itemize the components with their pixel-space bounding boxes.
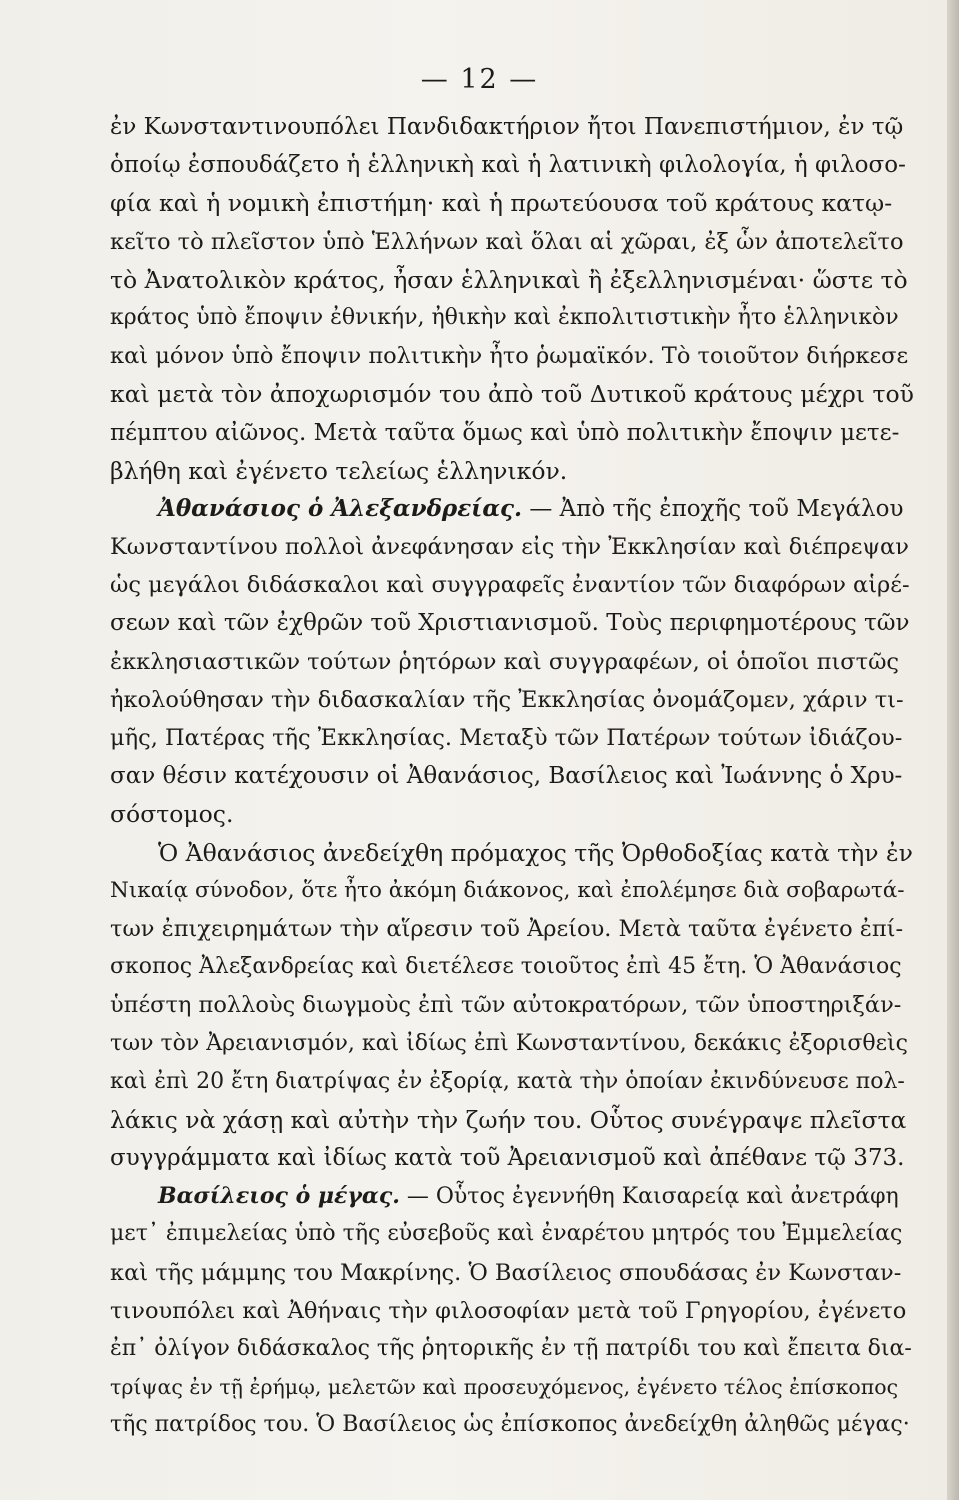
text-line bbox=[110, 757, 915, 795]
text-line bbox=[110, 681, 915, 719]
line-text: σεων καὶ τῶν ἐχθρῶν τοῦ Χριστιανισμοῦ. Τοὺς περιφημοτέρους τῶν bbox=[110, 610, 910, 637]
line-text: βλήθη καὶ ἐγένετο τελείως ἑλληνικόν. bbox=[110, 456, 568, 485]
text-line bbox=[110, 643, 915, 681]
text-line bbox=[110, 184, 915, 222]
text-line bbox=[110, 1025, 915, 1063]
line-text: ἐν Κωνσταντινουπόλει Πανδιδακτήριον ἤτοι Πανεπιστήμιον, ἐν τῷ bbox=[110, 114, 904, 140]
line-text: φία καὶ ἡ νομικὴ ἐπιστήμη· καὶ ἡ πρωτεύουσα τοῦ κράτους κατῳ- bbox=[110, 189, 893, 218]
line-text: των τὸν Ἀρειανισμόν, καὶ ἰδίως ἐπὶ Κωνσταντίνου, δεκάκις ἐξορισθεὶς bbox=[110, 1030, 908, 1056]
line-text: ἐπ᾽ ὀλίγον διδάσκαλος τῆς ῥητορικῆς ἐν τῇ πατρίδι του καὶ ἔπειτα δια- bbox=[110, 1336, 912, 1361]
line-text: — Ἀπὸ τῆς ἐποχῆς τοῦ Μεγάλου bbox=[522, 495, 904, 522]
line-text: τινουπόλει καὶ Ἀθήναις τὴν φιλοσοφίαν μετὰ τοῦ Γρηγορίου, ἐγένετο bbox=[110, 1297, 907, 1324]
page-number: — 12 — bbox=[420, 64, 539, 95]
text-line bbox=[110, 261, 915, 299]
text-line bbox=[110, 795, 915, 833]
page-edge bbox=[947, 0, 959, 1500]
line-text: τῆς πατρίδος του. Ὁ Βασίλειος ὡς ἐπίσκοπος ἀνεδείχθη ἀληθῶς μέγας· bbox=[110, 1412, 910, 1438]
text-line bbox=[110, 299, 915, 337]
line-text: κεῖτο τὸ πλεῖστον ὑπὸ Ἑλλήνων καὶ ὅλαι αἱ χῶραι, ἐξ ὧν ἀποτελεῖτο bbox=[110, 228, 904, 255]
text-line bbox=[110, 528, 915, 566]
text-line bbox=[110, 223, 915, 261]
text-line bbox=[110, 337, 915, 375]
line-text: συγγράμματα καὶ ἰδίως κατὰ τοῦ Ἀρειανισμοῦ καὶ ἀπέθανε τῷ 373. bbox=[110, 1145, 905, 1172]
line-text: των ἐπιχειρημάτων τὴν αἵρεσιν τοῦ Ἀρείου. Μετὰ ταῦτα ἐγένετο ἐπί- bbox=[110, 915, 904, 942]
line-text: ὑπέστη πολλοὺς διωγμοὺς ἐπὶ τῶν αὐτοκρατόρων, τῶν ὑποστηριξάν- bbox=[110, 992, 902, 1019]
line-text: σκοπος Ἀλεξανδρείας καὶ διετέλεσε τοιοῦτος ἐπὶ 45 ἔτη. Ὁ Ἀθανάσιος bbox=[110, 954, 902, 980]
text-line bbox=[110, 1215, 915, 1253]
line-text: ἠκολούθησαν τὴν διδασκαλίαν τῆς Ἐκκλησίας ὀνομάζομεν, χάριν τι- bbox=[110, 686, 904, 713]
line-text: τὸ Ἀνατολικὸν κράτος, ἦσαν ἑλληνικαὶ ἢ ἐξελληνισμέναι· ὥστε τὸ bbox=[110, 265, 908, 294]
text-line bbox=[110, 948, 915, 986]
body-text bbox=[110, 108, 915, 1445]
text-line bbox=[110, 1292, 915, 1330]
line-text: ὡς μεγάλοι διδάσκαλοι καὶ συγγραφεῖς ἐναντίον τῶν διαφόρων αἱρέ- bbox=[110, 572, 910, 599]
line-text: καὶ μόνον ὑπὸ ἔποψιν πολιτικὴν ἦτο ῥωμαϊκόν. Τὸ τοιοῦτον διήρκεσε bbox=[110, 343, 909, 370]
line-text: σόστομος. bbox=[110, 800, 234, 829]
text-line bbox=[110, 604, 915, 642]
text-line bbox=[110, 719, 915, 757]
line-text: — Οὗτος ἐγεννήθη Καισαρείᾳ καὶ ἀνετράφη bbox=[399, 1184, 899, 1210]
text-line bbox=[110, 1406, 915, 1444]
text-line bbox=[110, 146, 915, 184]
text-line bbox=[110, 1177, 915, 1215]
line-text: καὶ μετὰ τὸν ἀποχωρισμόν του ἀπὸ τοῦ Δυτικοῦ κράτους μέχρι τοῦ bbox=[110, 380, 914, 409]
line-text: Ὁ Ἀθανάσιος ἀνεδείχθη πρόμαχος τῆς Ὀρθοδοξίας κατὰ τὴν ἐν bbox=[158, 838, 913, 867]
text-line bbox=[110, 1330, 915, 1368]
line-text: καὶ ἐπὶ 20 ἔτη διατρίψας ἐν ἐξορίᾳ, κατὰ τὴν ὁποίαν ἐκινδύνευσε πολ- bbox=[110, 1068, 905, 1094]
text-line bbox=[110, 375, 915, 413]
text-line bbox=[110, 834, 915, 872]
text-line bbox=[110, 108, 915, 146]
text-line bbox=[110, 910, 915, 948]
line-text: πέμπτου αἰῶνος. Μετὰ ταῦτα ὅμως καὶ ὑπὸ πολιτικὴν ἔποψιν μετε- bbox=[110, 419, 900, 446]
text-line bbox=[110, 986, 915, 1024]
text-line bbox=[110, 1139, 915, 1177]
line-text: ἐκκλησιαστικῶν τούτων ῥητόρων καὶ συγγραφέων, οἱ ὁποῖοι πιστῶς bbox=[110, 648, 900, 675]
line-text: Νικαίᾳ σύνοδον, ὅτε ἦτο ἀκόμη διάκονος, καὶ ἐπολέμησε διὰ σοβαρωτά- bbox=[110, 877, 905, 903]
section-heading: Ἀθανάσιος ὁ Ἀλεξανδρείας. bbox=[158, 494, 523, 522]
text-line bbox=[110, 414, 915, 452]
line-text: λάκις νὰ χάσῃ καὶ αὐτὴν τὴν ζωήν του. Οὗτος συνέγραψε πλεῖστα bbox=[110, 1105, 907, 1134]
line-text: Κωνσταντίνου πολλοὶ ἀνεφάνησαν εἰς τὴν Ἐκκλησίαν καὶ διέπρεψαν bbox=[110, 534, 909, 561]
text-line bbox=[110, 1254, 915, 1292]
line-text: τρίψας ἐν τῇ ἐρήμῳ, μελετῶν καὶ προσευχόμενος, ἐγένετο τέλος ἐπίσκοπος bbox=[110, 1375, 899, 1400]
text-line bbox=[110, 1368, 915, 1406]
line-text: καὶ τῆς μάμμης του Μακρίνης. Ὁ Βασίλειος σπουδάσας ἐν Κωνσταν- bbox=[110, 1259, 902, 1286]
text-line bbox=[110, 566, 915, 604]
text-line bbox=[110, 1063, 915, 1101]
line-text: κράτος ὑπὸ ἔποψιν ἐθνικήν, ἠθικὴν καὶ ἐκπολιτιστικὴν ἦτο ἑλληνικὸν bbox=[110, 304, 899, 330]
text-line bbox=[110, 490, 915, 528]
line-text: μετ᾽ ἐπιμελείας ὑπὸ τῆς εὐσεβοῦς καὶ ἐναρέτου μητρός του Ἐμμελείας bbox=[110, 1221, 903, 1247]
section-heading: Βασίλειος ὁ μέγας. bbox=[158, 1183, 400, 1210]
line-text: σαν θέσιν κατέχουσιν οἱ Ἀθανάσιος, Βασίλειος καὶ Ἰωάννης ὁ Χρυ- bbox=[110, 763, 903, 790]
text-line bbox=[110, 1101, 915, 1139]
text-line bbox=[110, 872, 915, 910]
line-text: ὁποίῳ ἐσπουδάζετο ἡ ἑλληνικὴ καὶ ἡ λατινικὴ φιλολογία, ἡ φιλοσο- bbox=[110, 152, 906, 179]
line-text: μῆς, Πατέρας τῆς Ἐκκλησίας. Μεταξὺ τῶν Πατέρων τούτων ἰδιάζου- bbox=[110, 725, 903, 751]
text-line bbox=[110, 452, 915, 490]
